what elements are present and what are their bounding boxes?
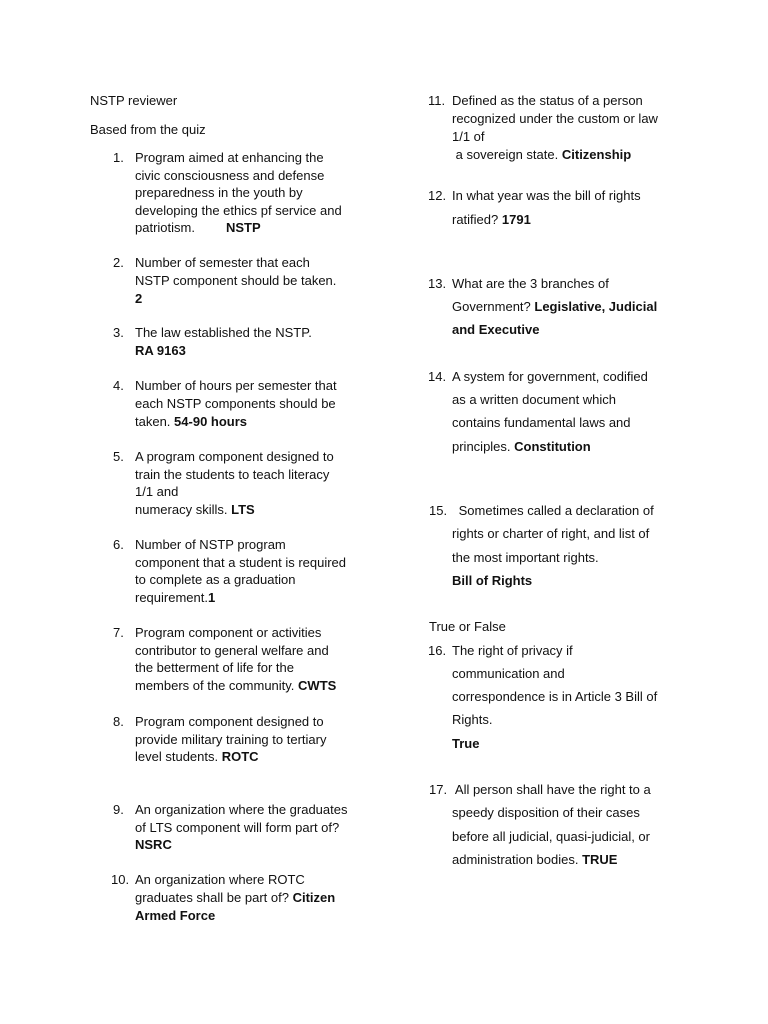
question-line: Defined as the status of a person [452,93,643,108]
question-number: 9. [113,802,124,817]
question-line: A system for government, codified [452,369,648,384]
answer: 1 [207,590,216,605]
answer: CWTS [298,678,337,693]
answer: ROTC [221,749,259,764]
question-line: preparedness in the youth by [135,185,303,200]
answer: 1791 [501,212,531,227]
doc-title: NSTP reviewer [90,93,178,108]
question-line: level students. [135,749,219,764]
question-line: to complete as a graduation [135,572,296,587]
question-number: 2. [113,255,124,270]
question-line: developing the ethics pf service and [135,203,342,218]
answer-part: Citizen [292,890,336,905]
answer: TRUE [582,852,618,867]
question-line: NSTP component should be taken. [135,273,337,288]
question-line: patriotism. [135,220,195,235]
question-number: 15. [429,503,448,518]
question-line: ratified? [452,212,499,227]
question-number: 5. [113,449,124,464]
question-line: contains fundamental laws and [452,415,631,430]
question-line: contributor to general welfare and [135,643,329,658]
question-line: the most important rights. [452,550,599,565]
question-line: component that a student is required [135,555,347,570]
question-number: 12. [428,188,447,203]
question-number: 11. [428,93,446,108]
question-number: 7. [113,625,124,640]
question-line: A program component designed to [135,449,334,464]
question-line: Program component or activities [135,625,322,640]
answer: 54-90 hours [174,414,248,429]
question-line: Number of hours per semester that [135,378,337,393]
question-number: 16. [428,643,447,658]
question-line: as a written document which [452,392,617,407]
question-line: civic consciousness and defense [135,168,325,183]
question-line: The law established the NSTP. [135,325,312,340]
answer: Bill of Rights [452,573,533,588]
question-line: Number of semester that each [135,255,310,270]
question-line: taken. [135,414,171,429]
section-heading-true-false: True or False [429,619,506,634]
answer: NSRC [135,837,172,852]
question-line: administration bodies. [452,852,579,867]
question-number: 17. [429,782,448,797]
question-line: 1/1 and [135,484,179,499]
question-line: numeracy skills. [135,502,228,517]
question-line: Sometimes called a declaration of [455,503,654,518]
question-line: the betterment of life for the [135,660,294,675]
question-line: provide military training to tertiary [135,732,327,747]
question-line: What are the 3 branches of [452,276,609,291]
question-number: 4. [113,378,124,393]
answer: RA 9163 [135,343,186,358]
question-number: 3. [113,325,124,340]
question-number: 13. [428,276,447,291]
question-line: rights or charter of right, and list of [452,526,650,541]
question-line: graduates shall be part of? [135,890,289,905]
answer: 2 [135,291,143,306]
question-line: Rights. [452,712,493,727]
question-line: before all judicial, quasi-judicial, or [452,829,650,844]
question-line: requirement. [135,590,208,605]
question-line: 1/1 of [452,129,485,144]
answer: True [452,736,480,751]
question-number: 8. [113,714,124,729]
question-line: Number of NSTP program [135,537,286,552]
answer: Citizenship [561,147,632,162]
answer: NSTP [226,220,261,235]
doc-subtitle: Based from the quiz [90,122,206,137]
question-line: train the students to teach literacy [135,467,330,482]
answer: LTS [231,502,255,517]
answer: Constitution [514,439,591,454]
answer-part: Legislative, Judicial [534,299,658,314]
question-number: 14. [428,369,447,384]
question-line: speedy disposition of their cases [452,805,640,820]
question-number: 6. [113,537,124,552]
question-line: correspondence is in Article 3 Bill of [452,689,658,704]
question-number: 10. [111,872,130,887]
question-line: An organization where ROTC [135,872,305,887]
question-line: The right of privacy if [452,643,573,658]
question-line: All person shall have the right to a [452,782,651,797]
question-line: recognized under the custom or law [452,111,658,126]
question-line: a sovereign state. [452,147,559,162]
question-line: An organization where the graduates [135,802,348,817]
answer-part: Armed Force [135,908,216,923]
answer-part: and Executive [452,322,540,337]
question-line: each NSTP components should be [135,396,336,411]
question-line: communication and [452,666,565,681]
question-line: Program component designed to [135,714,324,729]
question-line: Government? [452,299,531,314]
question-number: 1. [113,150,124,165]
question-line: principles. [452,439,511,454]
question-line: In what year was the bill of rights [452,188,641,203]
question-line: Program aimed at enhancing the [135,150,324,165]
question-line: of LTS component will form part of? [135,820,340,835]
question-line: members of the community. [135,678,295,693]
